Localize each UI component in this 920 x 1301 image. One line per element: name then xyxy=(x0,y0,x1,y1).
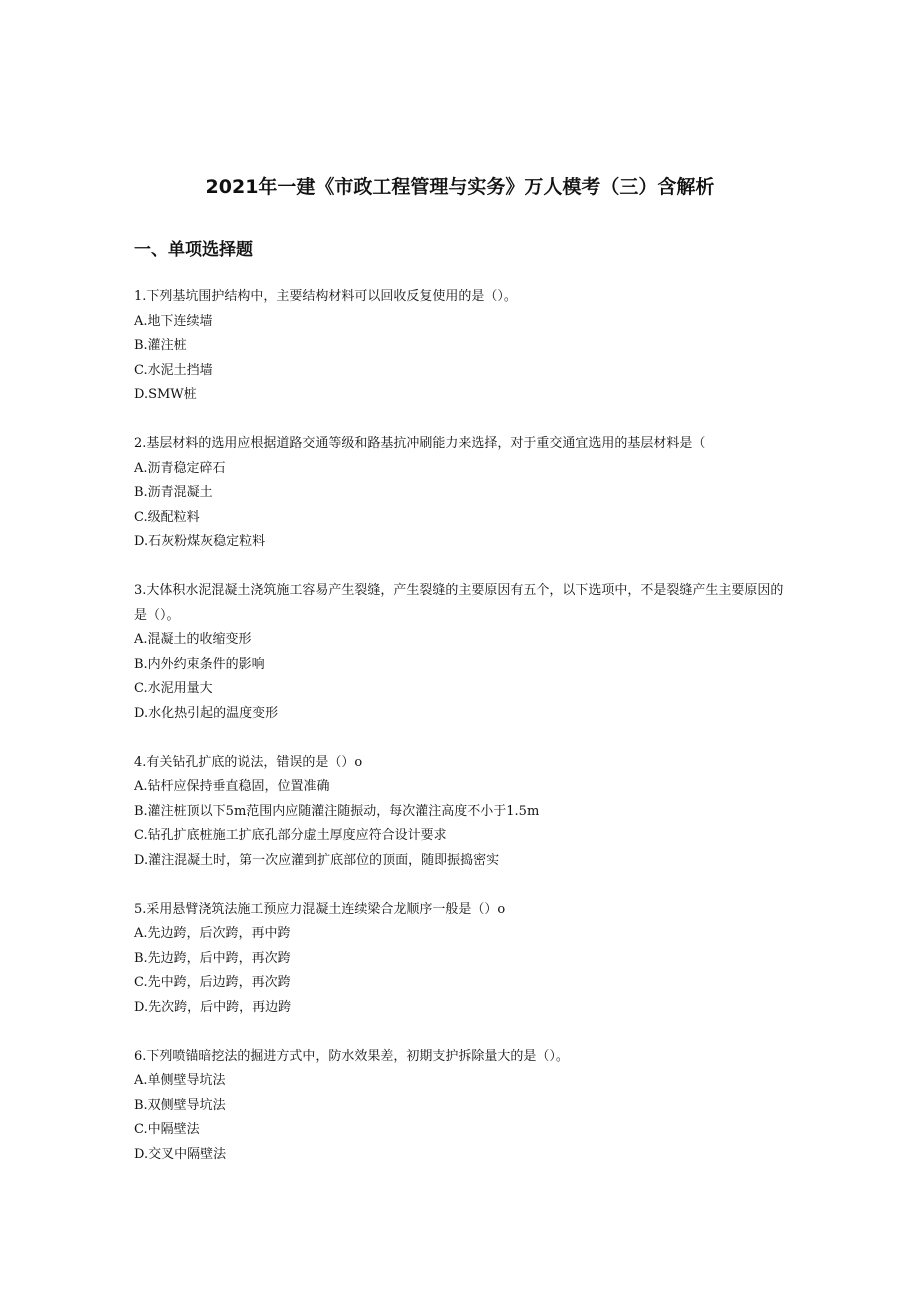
option-a: A.先边跨，后次跨，再中跨 xyxy=(134,926,291,941)
option-b: B.双侧壁导坑法 xyxy=(134,1097,226,1113)
section-heading: 一、单项选择题 xyxy=(134,240,253,260)
option-a: A.沥青稳定碎石 xyxy=(134,460,226,476)
option-b: B.灌注桩顶以下5m范围内应随灌注随振动，每次灌注高度不小于1.5m xyxy=(134,803,540,819)
option-a: A.地下连续墙 xyxy=(134,313,213,329)
option-c: C.中隔壁法 xyxy=(134,1122,200,1137)
option-b: B.灌注桩 xyxy=(134,338,187,353)
option-c: C.水泥土挡墙 xyxy=(134,362,213,378)
document-title: 2021年一建《市政工程管理与实务》万人模考（三）含解析 xyxy=(205,176,715,198)
question-5 xyxy=(134,898,794,1021)
option-a: A.钻杆应保持垂直稳固，位置准确 xyxy=(134,779,330,794)
option-b: B.沥青混凝土 xyxy=(134,485,213,500)
question-stem: 2.基层材料的选用应根据道路交通等级和路基抗冲刷能力来选择，对于重交通宜选用的基层材料是（ xyxy=(134,436,706,451)
question-3 xyxy=(134,579,794,726)
option-d: D.SMW桩 xyxy=(134,387,197,402)
option-b: B.先边跨，后中跨，再次跨 xyxy=(134,950,291,966)
question-stem: 1.下列基坑围护结构中，主要结构材料可以回收反复使用的是（）。 xyxy=(134,289,517,304)
question-2 xyxy=(134,432,794,555)
question-6 xyxy=(134,1045,794,1168)
question-1 xyxy=(134,285,794,408)
option-d: D.交叉中隔壁法 xyxy=(134,1146,227,1162)
question-4 xyxy=(134,751,794,874)
option-a: A.混凝土的收缩变形 xyxy=(134,632,252,647)
option-a: A.单侧壁导坑法 xyxy=(134,1073,226,1088)
option-c: C.水泥用量大 xyxy=(134,681,213,696)
option-c: C.先中跨，后边跨，再次跨 xyxy=(134,975,291,990)
option-b: B.内外约束条件的影响 xyxy=(134,656,265,672)
question-stem: 4.有关钻孔扩底的说法，错误的是（）o xyxy=(134,754,363,770)
option-d: D.石灰粉煤灰稳定粒料 xyxy=(134,534,266,549)
option-c: C.钻孔扩底桩施工扩底孔部分虚土厚度应符合设计要求 xyxy=(134,828,447,843)
option-d: D.先次跨，后中跨，再边跨 xyxy=(134,999,292,1015)
question-stem: 6.下列喷锚暗挖法的掘进方式中，防水效果差，初期支护拆除量大的是（）。 xyxy=(134,1048,569,1064)
question-stem: 5.采用悬臂浇筑法施工预应力混凝土连续梁合龙顺序一般是（）o xyxy=(134,901,506,917)
question-stem: 3.大体积水泥混凝土浇筑施工容易产生裂缝，产生裂缝的主要原因有五个，以下选项中，不是裂缝产生主要原因的是（）。 xyxy=(134,583,784,623)
question-list xyxy=(134,285,794,1192)
option-d: D.灌注混凝土时，第一次应灌到扩底部位的顶面，随即振捣密实 xyxy=(134,852,500,868)
option-c: C.级配粒料 xyxy=(134,509,200,525)
option-d: D.水化热引起的温度变形 xyxy=(134,705,279,721)
